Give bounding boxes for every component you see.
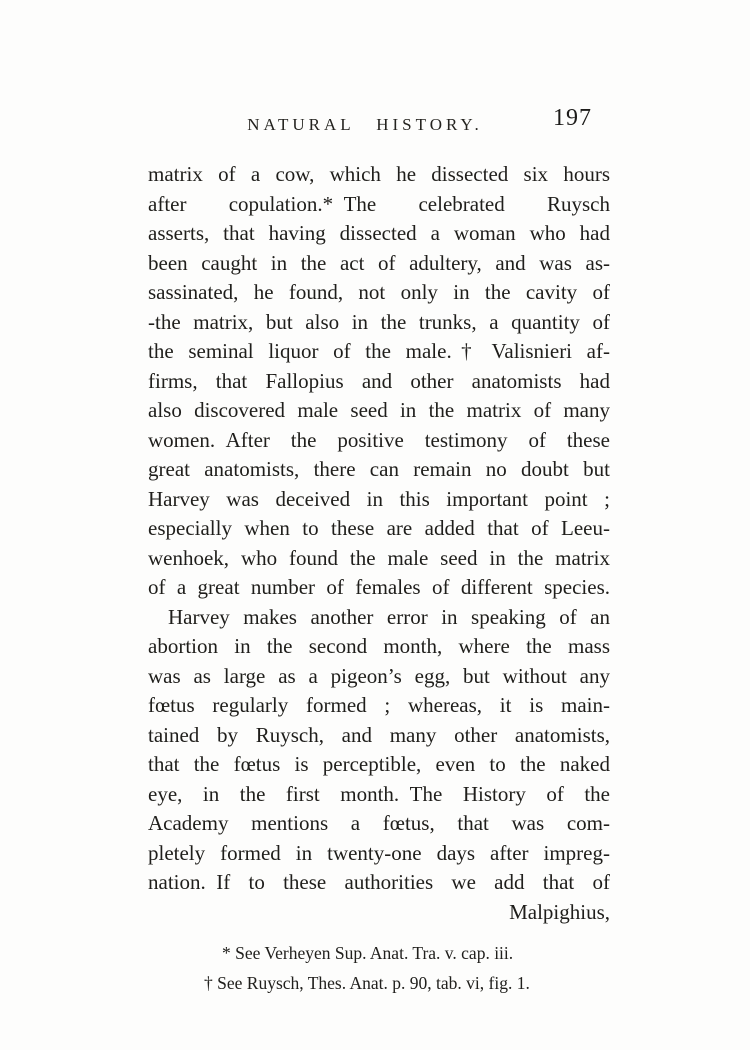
text-line: matrix of a cow, which he dissected six hours: [148, 162, 610, 186]
text-line: nation. If to these authorities we add that of: [148, 870, 610, 894]
text-line: pletely formed in twenty-one days after impreg-: [148, 840, 610, 865]
footnotes-block: [148, 938, 610, 998]
text-line: asserts, that having dissected a woman who had: [148, 221, 610, 245]
text-line: tained by Ruysch, and many other anatomists,: [148, 722, 610, 747]
page-number: 197: [553, 105, 592, 131]
text-line-paragraph-start: Harvey makes another error in speaking of an: [168, 604, 610, 629]
text-line: eye, in the first month. The History of the: [148, 781, 610, 806]
text-line: -the matrix, but also in the trunks, a quantity of: [148, 309, 610, 334]
running-head-title: NATURAL HISTORY.: [247, 115, 483, 134]
text-line: firms, that Fallopius and other anatomists had: [148, 368, 610, 393]
text-line: after copulation.* The celebrated Ruysch: [148, 191, 610, 216]
text-line: Harvey was deceived in this important point ;: [148, 486, 610, 511]
text-line: abortion in the second month, where the mass: [148, 634, 610, 658]
footnote: † See Ruysch, Thes. Anat. p. 90, tab. vi, fig. 1.: [204, 973, 530, 993]
text-line: was as large as a pigeon’s egg, but without any: [148, 663, 610, 688]
text-line: the seminal liquor of the male.† Valisnieri af-: [148, 339, 610, 363]
text-line: Academy mentions a fœtus, that was com-: [148, 811, 610, 835]
text-line: wenhoek, who found the male seed in the matrix: [148, 545, 610, 570]
text-line: women. After the positive testimony of these: [148, 427, 610, 452]
text-line: sassinated, he found, not only in the cavity of: [148, 280, 610, 304]
text-line: especially when to these are added that of Leeu-: [148, 516, 610, 540]
text-line: been caught in the act of adultery, and was as-: [148, 250, 610, 275]
body-text-block: [148, 160, 610, 927]
text-line: of a great number of females of different species.: [148, 575, 610, 599]
footnote: * See Verheyen Sup. Anat. Tra. v. cap. iii.: [222, 943, 514, 963]
catchword: Malpighius,: [509, 899, 610, 924]
text-line: also discovered male seed in the matrix of many: [148, 398, 610, 422]
text-line: great anatomists, there can remain no doubt but: [148, 457, 610, 481]
text-line: fœtus regularly formed ; whereas, it is main-: [148, 693, 610, 717]
text-line: that the fœtus is perceptible, even to the naked: [148, 752, 610, 776]
